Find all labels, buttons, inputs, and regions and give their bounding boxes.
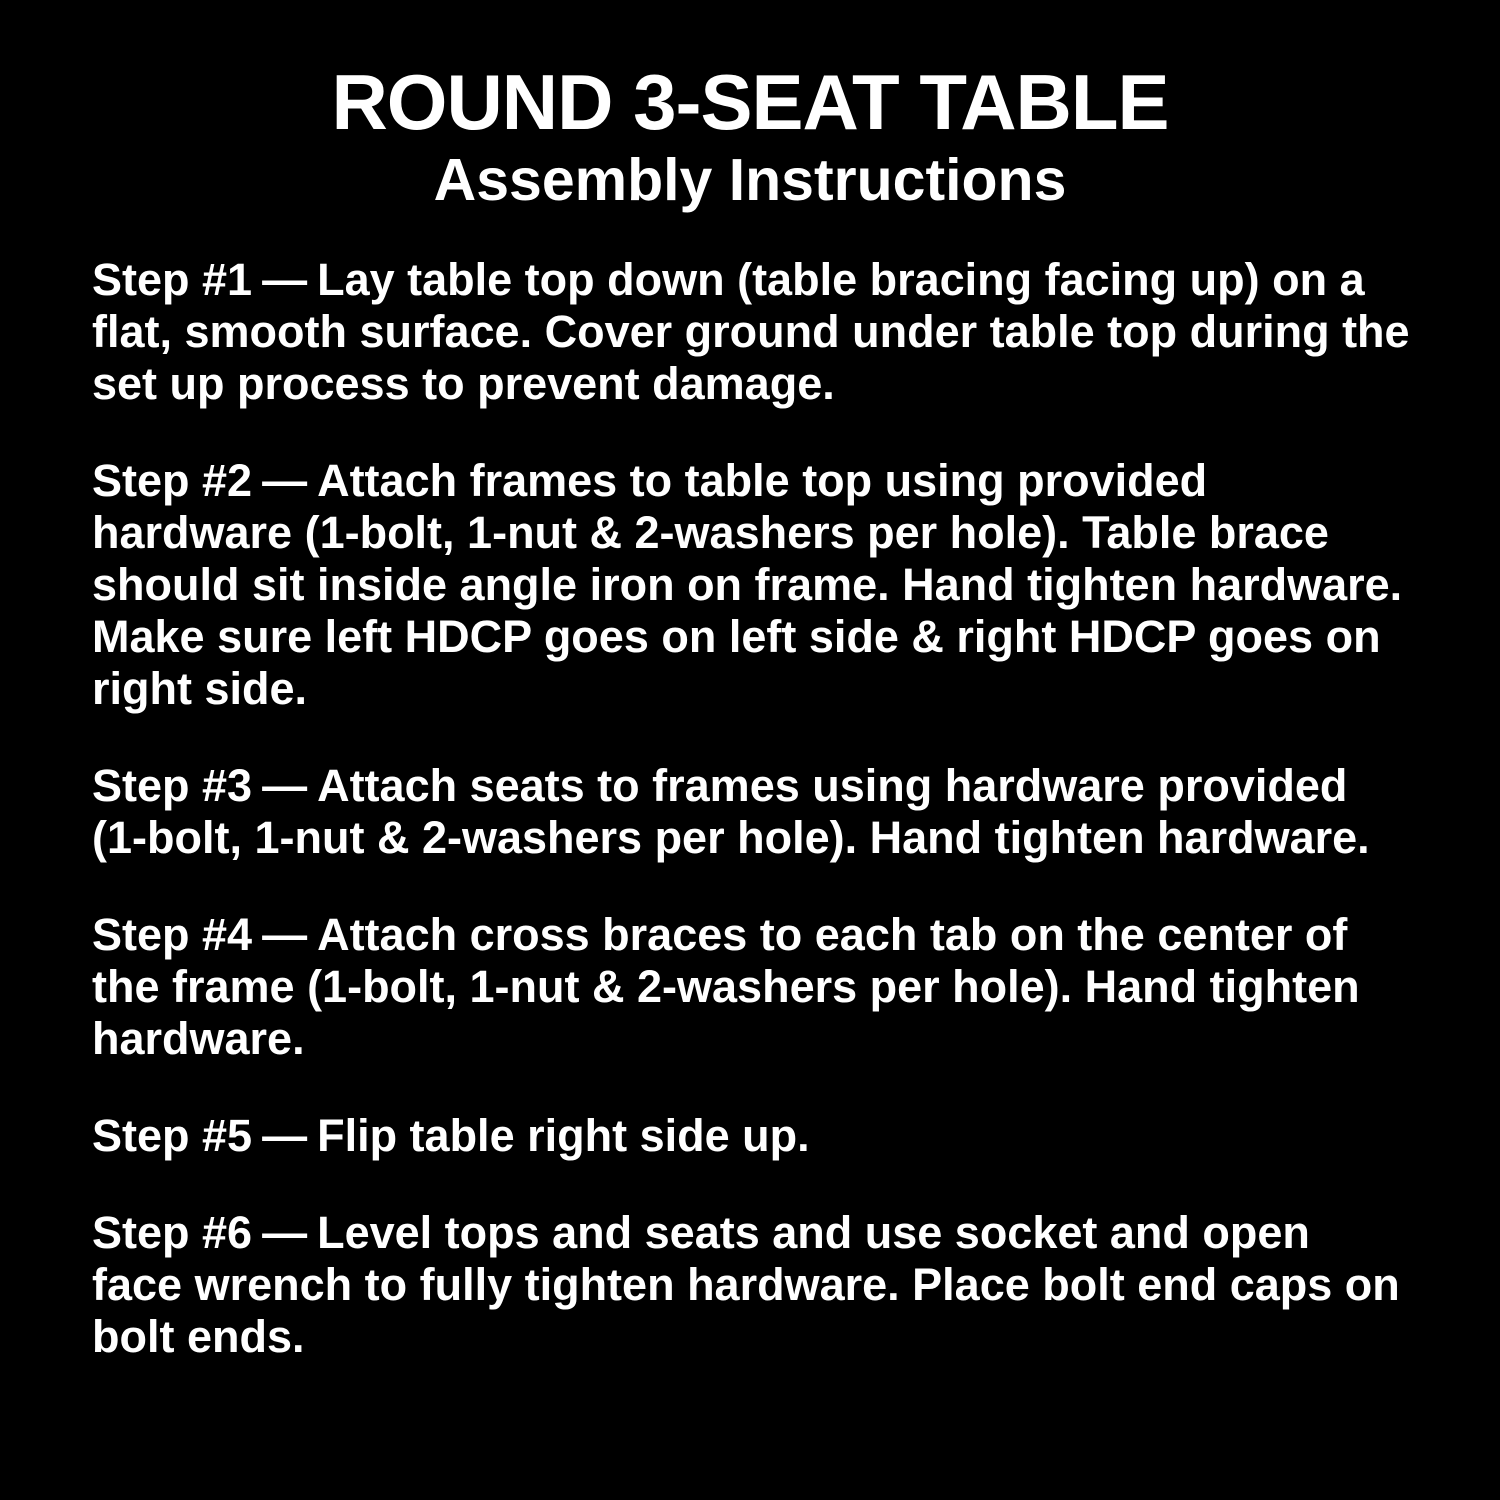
step-2-text: Attach frames to table top using provided hardware (1-bolt, 1-nut & 2-washers per hole). Table brace should sit inside angle iron on frame. Hand tighten hardware. Make sure left HDCP goes on left side & right HDCP goes on right side. — [92, 455, 1403, 714]
step-4-label: Step #4 — [92, 909, 253, 960]
step-5-paragraph — [92, 1110, 1412, 1162]
page-title: ROUND 3-SEAT TABLE — [331, 58, 1169, 146]
page-subtitle: Assembly Instructions — [433, 147, 1067, 213]
step-4-text: Attach cross braces to each tab on the center of the frame (1-bolt, 1-nut & 2-washers per hole). Hand tighten hardware. — [92, 909, 1360, 1064]
step-2-label: Step #2 — [92, 455, 253, 506]
step-1-paragraph — [92, 254, 1412, 410]
em-dash: — — [262, 909, 308, 960]
em-dash: — — [262, 760, 308, 811]
step-3-paragraph — [92, 760, 1412, 864]
step-2-paragraph — [92, 455, 1412, 715]
step-6-label: Step #6 — [92, 1207, 253, 1258]
header — [0, 0, 1500, 214]
step-6-text: Level tops and seats and use socket and open face wrench to fully tighten hardware. Place bolt end caps on bolt ends. — [92, 1207, 1400, 1362]
step-1-text: Lay table top down (table bracing facing up) on a flat, smooth surface. Cover ground under table top during the set up process to prevent damage. — [92, 254, 1410, 409]
step-6-paragraph — [92, 1207, 1412, 1363]
step-4-paragraph — [92, 909, 1412, 1065]
steps-list — [0, 214, 1500, 1363]
step-3-text: Attach seats to frames using hardware provided (1-bolt, 1-nut & 2-washers per hole). Hand tighten hardware. — [92, 760, 1370, 863]
em-dash: — — [262, 1110, 308, 1161]
step-5-label: Step #5 — [92, 1110, 253, 1161]
em-dash: — — [262, 254, 308, 305]
step-3-label: Step #3 — [92, 760, 253, 811]
em-dash: — — [262, 1207, 308, 1258]
step-1-label: Step #1 — [92, 254, 253, 305]
em-dash: — — [262, 455, 308, 506]
step-5-text: Flip table right side up. — [317, 1110, 810, 1161]
